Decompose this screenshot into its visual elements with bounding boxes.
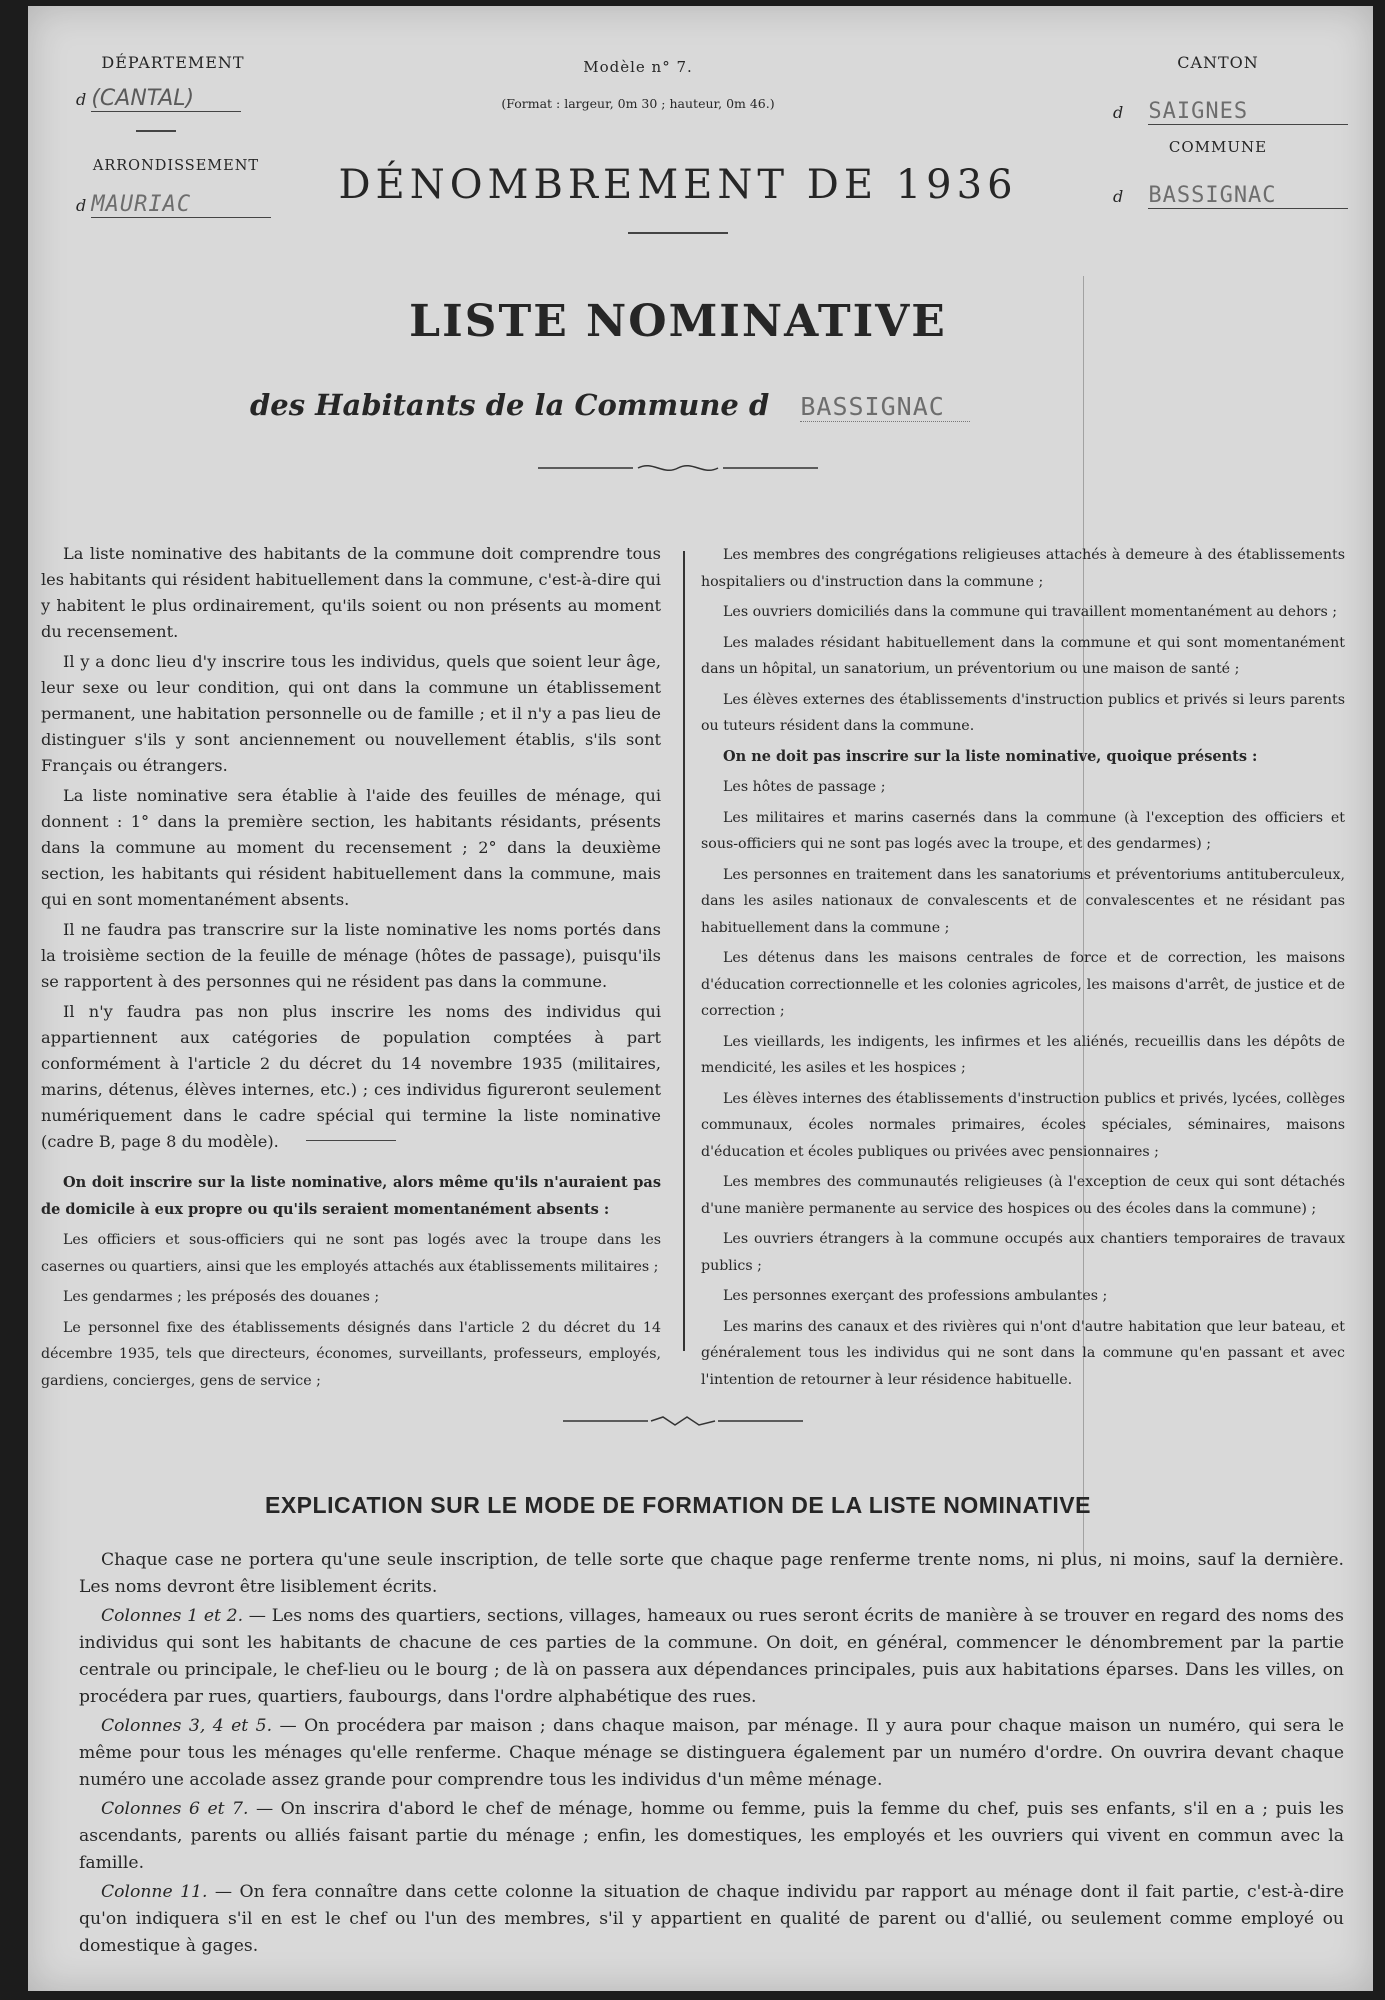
departement-label: DÉPARTEMENT <box>101 53 245 72</box>
separator <box>628 232 728 234</box>
separator <box>136 130 176 132</box>
left-paragraph: Il ne faudra pas transcrire sur la liste nominative les noms portés dans la troisième section de la feuille de ménage (hôtes de passage), puisqu'ils se rapportent à des personnes qui ne résident pas dans la commune. <box>41 920 661 991</box>
right-item: Les membres des communautés religieuses (à l'exception de ceux qui sont détachés d'une manière permanente au service des hospices ou des écoles dans la commune) ; <box>701 1174 1345 1217</box>
arrondissement-field <box>76 192 286 218</box>
explication-paragraph <box>79 1879 1344 1960</box>
left-paragraph: La liste nominative des habitants de la commune doit comprendre tous les habitants qui résident habituellement dans la commune, c'est-à-dire qui y habitent le plus ordinairement, qu'ils soient ou non présents au moment du recensement. <box>41 544 661 641</box>
departement-field <box>76 86 256 112</box>
document-sheet <box>28 6 1373 1991</box>
left-paragraph: La liste nominative sera établie à l'aide des feuilles de ménage, qui donnent : 1° dans la première section, les habitants résidants, présents dans la commune au moment du recensement ; 2° dans la deuxième section, les habitants qui résident habituellement dans la commune, mais qui en sont momentanément absents. <box>41 786 661 909</box>
format-note: (Format : largeur, 0m 30 ; hauteur, 0m 46.) <box>501 96 775 111</box>
column-text: — On fera connaître dans cette colonne la situation de chaque individu par rapport au ménage dont il fait partie, c'est-à-dire qu'on indiquera s'il en est le chef ou l'un des membres, s'il y appartient en qualité de parent ou d'allié, ou seulement comme employé ou domestique à gages. <box>79 1882 1344 1956</box>
ornament-divider-icon <box>563 1415 803 1427</box>
column-label: Colonnes 3, 4 et 5. <box>101 1716 273 1736</box>
explication-paragraph <box>79 1713 1344 1794</box>
right-item: Les personnes en traitement dans les sanatoriums et préventoriums antituberculeux, dans les asiles nationaux de convalescents et de convalescentes et ne résidant pas habituellement dans la commune ; <box>701 866 1345 936</box>
subtitle-line <box>250 388 1010 422</box>
right-item: Les vieillards, les indigents, les infirmes et les aliénés, recueillis dans les dépôts de mendicité, les asiles et les hospices ; <box>701 1033 1345 1076</box>
arrondissement-prefix: d <box>76 196 87 215</box>
canton-field <box>1113 99 1363 125</box>
right-item: Les militaires et marins casernés dans la commune (à l'exception des officiers et sous-officiers qui ne sont pas logés avec la troupe, et des gendarmes) ; <box>701 809 1345 852</box>
commune-prefix: d <box>1113 187 1124 206</box>
ornament <box>563 1412 803 1431</box>
column-divider <box>683 551 685 1351</box>
right-item: Les détenus dans les maisons centrales de force et de correction, les maisons d'éducation correctionnelle et les colonies agricoles, les maisons d'arrêt, de justice et de correction ; <box>701 950 1345 1019</box>
commune-value: BASSIGNAC <box>1148 183 1348 209</box>
canton-prefix: d <box>1113 103 1124 122</box>
inscription-item: Le personnel fixe des établissements désignés dans l'article 2 du décret du 14 décembre 1935, tels que directeurs, économes, surveillants, professeurs, employés, gardiens, concierges, gens de service ; <box>41 1319 661 1389</box>
column-text: — Les noms des quartiers, sections, villages, hameaux ou rues seront écrits de manière à se trouver en regard des noms des individus qui sont les habitants de chacune de ces parties de la commune. On doit, en général, commencer le dénombrement par la partie centrale ou principale, le chef-lieu ou le bourg ; de là on passera aux dépendances principales, puis aux habitations éparses. Dans les villes, on procédera par rues, quartiers, faubourgs, dans l'ordre alphabétique des rues. <box>79 1606 1344 1707</box>
explication-paragraph <box>79 1796 1344 1877</box>
commune-field <box>1113 183 1363 209</box>
column-text: — On inscrira d'abord le chef de ménage, homme ou femme, puis la femme du chef, puis ses enfants, s'il en a ; puis les ascendants, parents ou alliés faisant partie du ménage ; enfin, les domestiques, les employés et les ouvriers qui vivent en commun avec la famille. <box>79 1799 1344 1873</box>
explication-title: EXPLICATION SUR LE MODE DE FORMATION DE LA LISTE NOMINATIVE <box>265 1492 1091 1518</box>
column-label: Colonnes 6 et 7. <box>101 1799 249 1819</box>
right-item: Les membres des congrégations religieuses attachés à demeure à des établissements hospitaliers ou d'instruction dans la commune ; <box>701 547 1345 590</box>
separator <box>306 1140 396 1141</box>
column-text: — On procédera par maison ; dans chaque maison, par ménage. Il y aura pour chaque maison un numéro, qui sera le même pour tous les ménages qu'elle renferme. Chaque ménage se distinguera également par un numéro d'ordre. On ouvrira devant chaque numéro une accolade assez grande pour comprendre tous les individus d'un même ménage. <box>79 1716 1344 1790</box>
inscription-heading: On doit inscrire sur la liste nominative, alors même qu'ils n'auraient pas de domicile à eux propre ou qu'ils seraient momentanément absents : <box>41 1174 661 1218</box>
right-item: Les élèves internes des établissements d'instruction publics et privés, lycées, collèges communaux, écoles normales primaires, écoles spéciales, séminaires, maisons d'éducation et écoles publiques ou privées avec pensionnaires ; <box>701 1090 1345 1160</box>
right-column <box>701 542 1345 1397</box>
exclusion-heading: On ne doit pas inscrire sur la liste nominative, quoique présents : <box>723 747 1258 765</box>
explication-paragraph <box>79 1603 1344 1711</box>
left-paragraph: Il y a donc lieu d'y inscrire tous les individus, quels que soient leur âge, leur sexe ou leur condition, qui ont dans la commune un établissement permanent, une habitation personnelle ou de famille ; et il n'y a pas lieu de distinguer s'ils y sont anciennement ou nouvellement établis, s'ils sont Français ou étrangers. <box>41 652 661 775</box>
ornament <box>538 460 818 479</box>
right-item: Les personnes exerçant des professions ambulantes ; <box>723 1288 1108 1304</box>
liste-nominative-title: LISTE NOMINATIVE <box>409 296 947 347</box>
subtitle: des Habitants de la Commune d <box>250 388 770 422</box>
right-item: Les hôtes de passage ; <box>723 779 886 795</box>
right-item: Les ouvriers domiciliés dans la commune qui travaillent momentanément au dehors ; <box>723 604 1338 620</box>
explication-body <box>79 1547 1344 1962</box>
ornament-divider-icon <box>538 461 818 475</box>
left-column <box>41 541 661 1159</box>
inscription-item: Les officiers et sous-officiers qui ne sont pas logés avec la troupe dans les casernes ou quartiers, ainsi que les employés attachés aux établissements militaires ; <box>41 1232 661 1275</box>
right-item: Les élèves externes des établissements d'instruction publics et privés si leurs parents ou tuteurs résident dans la commune. <box>701 691 1345 734</box>
canton-label: CANTON <box>1177 53 1259 72</box>
denombrement-title: DÉNOMBREMENT DE 1936 <box>338 162 1018 208</box>
paper-fold-line <box>1083 276 1084 1556</box>
right-item: Les ouvriers étrangers à la commune occupés aux chantiers temporaires de travaux publics ; <box>701 1231 1345 1274</box>
arrondissement-value: MAURIAC <box>91 192 271 218</box>
arrondissement-label: ARRONDISSEMENT <box>92 158 260 174</box>
left-paragraph: Il n'y faudra pas non plus inscrire les noms des individus qui appartiennent aux catégories de population comptées à part conformément à l'article 2 du décret du 14 novembre 1935 (militaires, marins, détenus, élèves internes, etc.) ; ces individus figureront seulement numériquement dans le cadre spécial qui termine la liste nominative (cadre B, page 8 du modèle). <box>41 1002 661 1151</box>
departement-value: (CANTAL) <box>91 86 241 112</box>
column-label: Colonnes 1 et 2. <box>101 1606 244 1626</box>
modele-number: Modèle n° 7. <box>583 58 693 76</box>
column-label: Colonne 11. <box>101 1882 208 1902</box>
departement-prefix: d <box>76 90 87 109</box>
left-column-inscription <box>41 1170 661 1398</box>
canton-value: SAIGNES <box>1148 99 1348 125</box>
explication-intro: Chaque case ne portera qu'une seule inscription, de telle sorte que chaque page renferme trente noms, ni plus, ni moins, sauf la dernière. Les noms devront être lisiblement écrits. <box>79 1550 1344 1597</box>
right-item: Les marins des canaux et des rivières qui n'ont d'autre habitation que leur bateau, et généralement tous les individus qui ne sont dans la commune qu'en passant et avec l'intention de retourner à leur résidence habituelle. <box>701 1318 1345 1388</box>
right-item: Les malades résidant habituellement dans la commune et qui sont momentanément dans un hôpital, un sanatorium, un préventorium ou une maison de santé ; <box>701 634 1345 677</box>
commune-label: COMMUNE <box>1168 138 1268 156</box>
inscription-item: Les gendarmes ; les préposés des douanes ; <box>63 1289 380 1305</box>
commune-stamp: BASSIGNAC <box>800 392 970 422</box>
